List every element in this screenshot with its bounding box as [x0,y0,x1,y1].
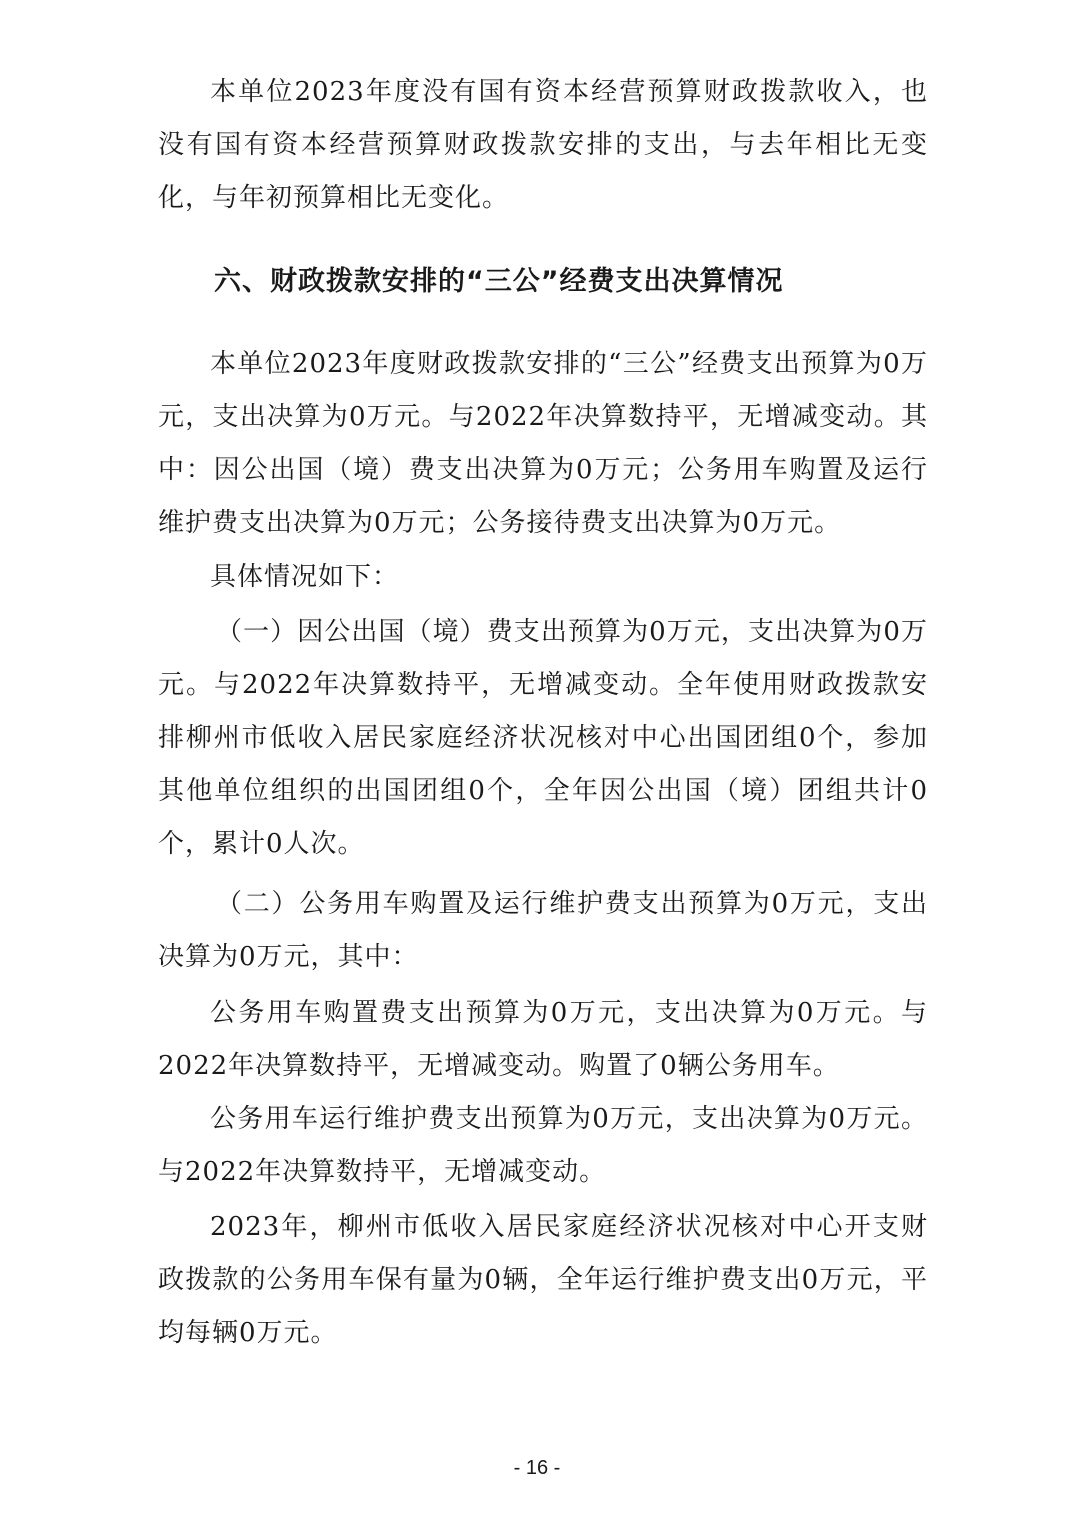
paragraph-state-capital-budget: 本单位2023年度没有国有资本经营预算财政拨款收入，也没有国有资本经营预算财政拨款安排的支出，与去年相比无变化，与年初预算相比无变化。 [158,77,928,213]
paragraph-three-public-summary: 本单位2023年度财政拨款安排的“三公”经费支出预算为0万元，支出决算为0万元。与2022年决算数持平，无增减变动。其中：因公出国（境）费支出决算为0万元；公务用车购置及运行维护费支出决算为0万元；公务接待费支出决算为0万元。 [158,349,928,538]
paragraph-vehicle-holdings: 2023年，柳州市低收入居民家庭经济状况核对中心开支财政拨款的公务用车保有量为0辆，全年运行维护费支出0万元，平均每辆0万元。 [158,1212,928,1348]
paragraph-vehicle-maintenance: 公务用车运行维护费支出预算为0万元，支出决算为0万元。与2022年决算数持平，无增减变动。 [158,1104,928,1187]
page-number: - 16 - [513,1457,561,1479]
paragraph-vehicle-purchase: 公务用车购置费支出预算为0万元，支出决算为0万元。与2022年决算数持平，无增减变动。购置了0辆公务用车。 [158,998,928,1081]
paragraph-official-vehicles: （二）公务用车购置及运行维护费支出预算为0万元，支出决算为0万元，其中： [158,889,928,972]
section-heading: 六、财政拨款安排的“三公”经费支出决算情况 [214,266,784,297]
paragraph-overseas-travel: （一）因公出国（境）费支出预算为0万元，支出决算为0万元。与2022年决算数持平，无增减变动。全年使用财政拨款安排柳州市低收入居民家庭经济状况核对中心出国团组0个，参加其他单位组织的出国团组0个，全年因公出国（境）团组共计0个，累计0人次。 [158,617,928,859]
paragraph-details-intro: 具体情况如下： [210,562,400,592]
